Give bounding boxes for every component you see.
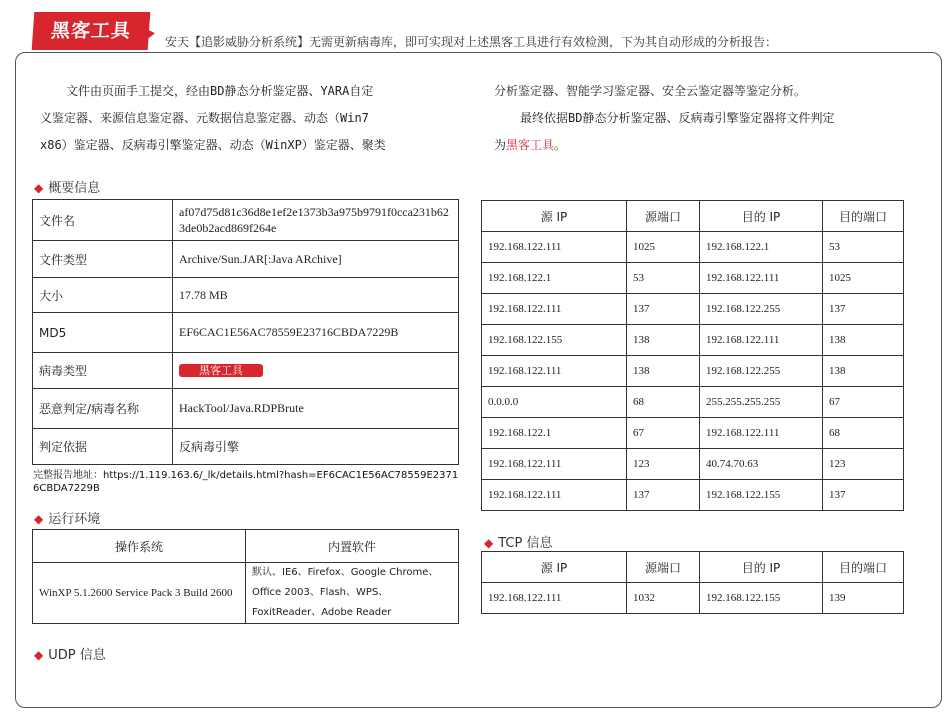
table-cell: 0.0.0.0 bbox=[482, 387, 627, 418]
table-cell: 192.168.122.111 bbox=[700, 418, 823, 449]
table-cell: 1025 bbox=[823, 263, 904, 294]
udp-table-body bbox=[482, 232, 904, 511]
table-row bbox=[33, 353, 459, 389]
table-row bbox=[482, 263, 904, 294]
column-header: 源 IP bbox=[482, 552, 627, 583]
description-left bbox=[40, 78, 475, 159]
column-header: 内置软件 bbox=[246, 530, 459, 563]
udp-table bbox=[481, 200, 904, 511]
diamond-icon: ◆ bbox=[34, 512, 44, 526]
table-cell: 138 bbox=[823, 356, 904, 387]
table-cell: 192.168.122.111 bbox=[700, 325, 823, 356]
table-cell: 123 bbox=[627, 449, 700, 480]
diamond-icon: ◆ bbox=[34, 648, 44, 662]
table-cell: 40.74.70.63 bbox=[700, 449, 823, 480]
table-cell: 137 bbox=[627, 294, 700, 325]
overview-key: 文件名 bbox=[33, 200, 173, 241]
column-header: 目的 IP bbox=[700, 552, 823, 583]
software-value: 默认、IE6、Firefox、Google Chrome、Office 2003、Flash、WPS、FoxitReader、Adobe Reader bbox=[246, 563, 459, 624]
table-cell: 192.168.122.111 bbox=[482, 480, 627, 511]
table-cell: 255.255.255.255 bbox=[700, 387, 823, 418]
description-line: 文件由页面手工提交，经由BD静态分析鉴定器、YARA自定 bbox=[66, 84, 374, 98]
column-header: 目的端口 bbox=[823, 552, 904, 583]
tcp-table bbox=[481, 551, 904, 614]
table-cell: 192.168.122.111 bbox=[482, 449, 627, 480]
column-header: 源端口 bbox=[627, 201, 700, 232]
table-row bbox=[482, 480, 904, 511]
overview-value: 17.78 MB bbox=[173, 278, 459, 313]
verdict-suffix: 。 bbox=[554, 138, 567, 152]
tcp-heading bbox=[484, 532, 552, 551]
column-header: 源端口 bbox=[627, 552, 700, 583]
table-row bbox=[33, 563, 459, 624]
os-value: WinXP 5.1.2600 Service Pack 3 Build 2600 bbox=[33, 563, 246, 624]
overview-value: Archive/Sun.JAR[:Java ARchive] bbox=[173, 241, 459, 278]
column-header: 目的端口 bbox=[823, 201, 904, 232]
table-cell: 192.168.122.111 bbox=[482, 232, 627, 263]
description-line: 分析鉴定器、智能学习鉴定器、安全云鉴定器等鉴定分析。 bbox=[494, 84, 807, 98]
table-cell: 137 bbox=[823, 480, 904, 511]
table-cell: 139 bbox=[823, 583, 904, 614]
description-line: 义鉴定器、来源信息鉴定器、元数据信息鉴定器、动态（Win7 bbox=[40, 111, 369, 125]
table-cell: 192.168.122.155 bbox=[482, 325, 627, 356]
overview-key: 大小 bbox=[33, 278, 173, 313]
diamond-icon: ◆ bbox=[34, 181, 44, 195]
table-row bbox=[482, 449, 904, 480]
environment-title: 运行环境 bbox=[48, 512, 101, 527]
overview-key: MD5 bbox=[33, 313, 173, 353]
table-row bbox=[482, 418, 904, 449]
overview-title: 概要信息 bbox=[48, 181, 101, 196]
table-header-row bbox=[482, 552, 904, 583]
environment-table bbox=[32, 529, 459, 624]
report-link[interactable]: 完整报告地址：https://1.119.163.6/_lk/details.html?hash=EF6CAC1E56AC78559E23716CBDA7229B bbox=[33, 470, 459, 494]
overview-value: HackTool/Java.RDPBrute bbox=[173, 389, 459, 429]
overview-value: af07d75d81c36d8e1ef2e1373b3a975b9791f0cca231b623de0b2acd869f264e bbox=[173, 200, 459, 241]
table-cell: 192.168.122.1 bbox=[482, 263, 627, 294]
table-cell: 192.168.122.111 bbox=[482, 356, 627, 387]
udp-title: UDP 信息 bbox=[48, 648, 106, 663]
table-cell: 53 bbox=[823, 232, 904, 263]
verdict-prefix: 为 bbox=[494, 138, 507, 152]
table-row bbox=[482, 294, 904, 325]
overview-key: 判定依据 bbox=[33, 429, 173, 465]
table-row bbox=[33, 241, 459, 278]
table-row bbox=[33, 313, 459, 353]
table-cell: 138 bbox=[627, 325, 700, 356]
table-cell: 137 bbox=[627, 480, 700, 511]
table-cell: 192.168.122.111 bbox=[700, 263, 823, 294]
table-cell: 192.168.122.155 bbox=[700, 583, 823, 614]
column-header: 源 IP bbox=[482, 201, 627, 232]
table-cell: 68 bbox=[823, 418, 904, 449]
verdict-highlight: 黑客工具 bbox=[506, 138, 555, 152]
section-badge: 黑客工具 bbox=[32, 12, 151, 50]
table-row bbox=[482, 325, 904, 356]
description-line: x86）鉴定器、反病毒引擎鉴定器、动态（WinXP）鉴定器、聚类 bbox=[40, 138, 386, 152]
overview-value: 反病毒引擎 bbox=[173, 429, 459, 465]
table-cell: 138 bbox=[823, 325, 904, 356]
table-cell: 192.168.122.111 bbox=[482, 294, 627, 325]
table-cell: 192.168.122.1 bbox=[482, 418, 627, 449]
table-cell: 68 bbox=[627, 387, 700, 418]
table-cell: 192.168.122.255 bbox=[700, 294, 823, 325]
table-cell: 192.168.122.255 bbox=[700, 356, 823, 387]
intro-text: 安天【追影威胁分析系统】无需更新病毒库，即可实现对上述黑客工具进行有效检测，下为其自动形成的分析报告： bbox=[165, 35, 778, 49]
overview-table bbox=[32, 199, 459, 465]
environment-heading bbox=[34, 508, 100, 527]
tcp-table-body bbox=[482, 583, 904, 614]
table-row bbox=[33, 429, 459, 465]
table-cell: 1032 bbox=[627, 583, 700, 614]
overview-key: 恶意判定/病毒名称 bbox=[33, 389, 173, 429]
description-right bbox=[494, 78, 934, 159]
overview-key: 文件类型 bbox=[33, 241, 173, 278]
table-row bbox=[482, 583, 904, 614]
diamond-icon: ◆ bbox=[484, 536, 494, 550]
table-row bbox=[33, 278, 459, 313]
table-row bbox=[482, 387, 904, 418]
table-row bbox=[482, 232, 904, 263]
overview-value bbox=[173, 353, 459, 389]
table-cell: 67 bbox=[627, 418, 700, 449]
table-row bbox=[33, 200, 459, 241]
udp-heading bbox=[34, 644, 106, 663]
table-cell: 138 bbox=[627, 356, 700, 387]
table-cell: 123 bbox=[823, 449, 904, 480]
table-header-row bbox=[482, 201, 904, 232]
table-cell: 137 bbox=[823, 294, 904, 325]
overview-key: 病毒类型 bbox=[33, 353, 173, 389]
description-line bbox=[494, 132, 934, 159]
overview-value: EF6CAC1E56AC78559E23716CBDA7229B bbox=[173, 313, 459, 353]
table-cell: 53 bbox=[627, 263, 700, 294]
description-line: 最终依据BD静态分析鉴定器、反病毒引擎鉴定器将文件判定 bbox=[520, 111, 835, 125]
table-cell: 192.168.122.1 bbox=[700, 232, 823, 263]
column-header: 目的 IP bbox=[700, 201, 823, 232]
tcp-title: TCP 信息 bbox=[498, 536, 553, 551]
table-row bbox=[33, 389, 459, 429]
table-cell: 192.168.122.111 bbox=[482, 583, 627, 614]
table-cell: 67 bbox=[823, 387, 904, 418]
table-cell: 192.168.122.155 bbox=[700, 480, 823, 511]
column-header: 操作系统 bbox=[33, 530, 246, 563]
table-cell: 1025 bbox=[627, 232, 700, 263]
table-header-row bbox=[33, 530, 459, 563]
table-row bbox=[482, 356, 904, 387]
virus-type-tag: 黑客工具 bbox=[179, 364, 263, 377]
overview-heading bbox=[34, 177, 100, 196]
